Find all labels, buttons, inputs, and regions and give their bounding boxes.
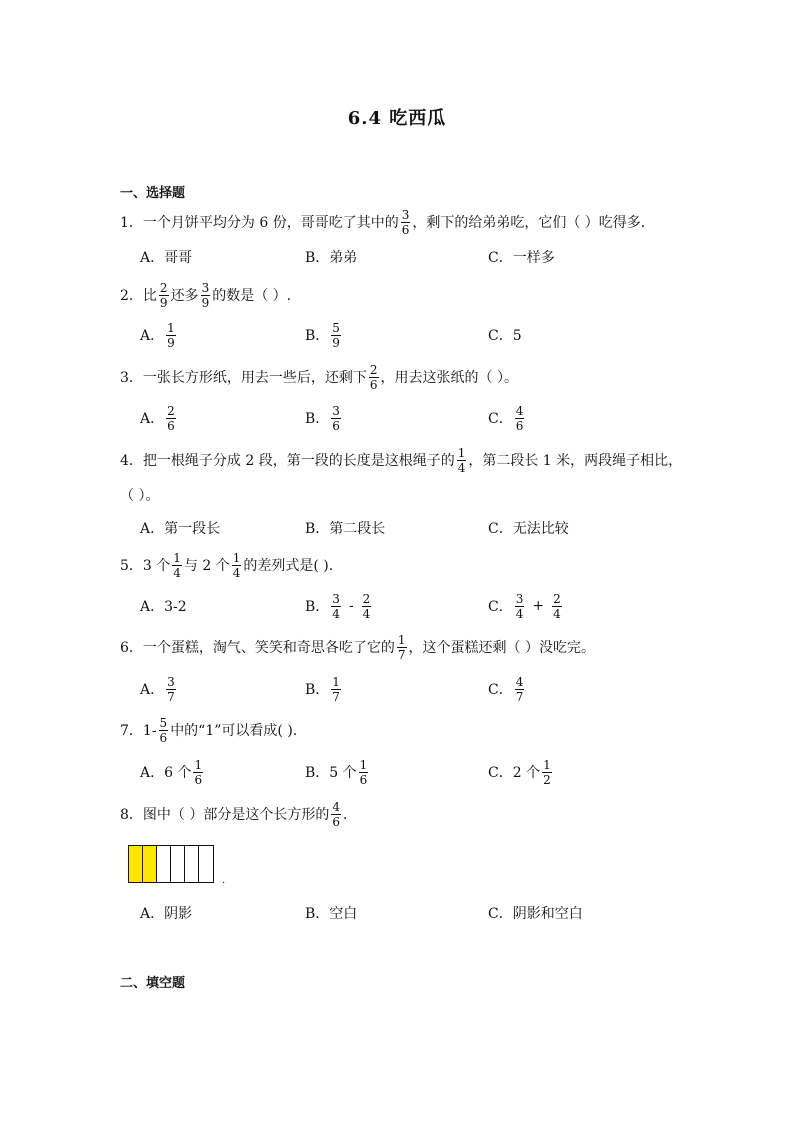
numerator: 2 — [167, 403, 175, 418]
fraction — [397, 633, 407, 662]
numerator: 4 — [332, 799, 340, 814]
option-a[interactable]: A．第一段长 — [140, 521, 221, 537]
question-3 — [120, 357, 518, 397]
fraction — [331, 321, 341, 350]
operator: + — [532, 598, 545, 614]
option-b[interactable]: B．空白 — [305, 906, 358, 922]
denominator: 6 — [194, 772, 203, 787]
denominator: 6 — [167, 418, 175, 433]
denominator: 6 — [159, 730, 168, 745]
fraction — [201, 281, 211, 310]
fraction — [515, 404, 525, 433]
question-text: 1．一个月饼平均分为 6 份，哥哥吃了其中的 — [120, 215, 399, 231]
blank-cell — [199, 846, 213, 882]
options-8 — [0, 893, 794, 933]
option-a[interactable]: A．阴影 — [140, 906, 193, 922]
options-5 — [0, 586, 794, 626]
option-c[interactable]: C．阴影和空白 — [488, 906, 583, 922]
numerator: 3 — [201, 280, 210, 295]
denominator: 9 — [332, 335, 340, 350]
rectangle-figure — [128, 845, 214, 883]
question-text: 3．一张长方形纸，用去一些后，还剩下 — [120, 370, 367, 386]
section-heading-choice: 一、选择题 — [120, 186, 186, 201]
denominator: 6 — [332, 814, 340, 829]
question-text: ，这个蛋糕还剩（ ）没吃完。 — [408, 640, 595, 656]
numerator: 1 — [167, 320, 175, 335]
denominator: 9 — [201, 295, 210, 310]
denominator: 4 — [332, 606, 340, 621]
numerator: 3 — [332, 591, 340, 606]
option-label: B． — [305, 682, 330, 698]
operator: - — [348, 598, 354, 614]
fraction — [515, 675, 525, 704]
option-c[interactable]: C．5 — [488, 328, 522, 344]
option-label: A．6 个 — [140, 765, 192, 781]
option-label: B． — [305, 411, 330, 427]
option-c[interactable]: C．一样多 — [488, 250, 555, 266]
question-text: ，用去这张纸的（ ）。 — [380, 370, 518, 386]
options-4 — [0, 508, 794, 548]
question-text: 中的“1”可以看成( ). — [170, 723, 298, 739]
blank-cell — [157, 846, 171, 882]
fraction — [331, 404, 341, 433]
fraction — [166, 404, 176, 433]
question-text: 8．图中（ ）部分是这个长方形的 — [120, 807, 330, 823]
fraction — [166, 675, 176, 704]
option-c[interactable] — [488, 398, 526, 438]
numerator: 1 — [457, 445, 466, 460]
option-b[interactable] — [305, 669, 343, 709]
options-3 — [0, 398, 794, 438]
denominator: 7 — [332, 689, 340, 704]
numerator: 5 — [159, 715, 168, 730]
fraction — [193, 758, 203, 787]
numerator: 1 — [332, 674, 340, 689]
fraction — [331, 592, 341, 621]
question-text: ，第二段长 1 米，两段绳子相比， — [468, 453, 683, 469]
question-text: ． — [343, 807, 357, 823]
page-title: 6.4 吃西瓜 — [347, 108, 447, 129]
fraction — [362, 592, 372, 621]
option-label: C． — [488, 411, 513, 427]
options-1 — [0, 237, 794, 277]
option-a[interactable] — [140, 752, 205, 792]
option-label: B． — [305, 328, 330, 344]
denominator: 9 — [159, 295, 168, 310]
denominator: 6 — [515, 418, 524, 433]
numerator: 5 — [332, 320, 340, 335]
question-text: 5．3 个 — [120, 558, 171, 574]
denominator: 4 — [515, 606, 524, 621]
denominator: 4 — [232, 565, 241, 580]
fraction — [166, 321, 176, 350]
denominator: 2 — [543, 772, 551, 787]
denominator: 4 — [173, 565, 181, 580]
fraction — [552, 592, 562, 621]
question-text: 2．比 — [120, 288, 157, 304]
denominator: 6 — [359, 772, 368, 787]
numerator: 3 — [332, 403, 340, 418]
option-a[interactable]: A．3-2 — [140, 599, 187, 615]
numerator: 4 — [515, 403, 524, 418]
numerator: 3 — [515, 591, 524, 606]
option-b[interactable]: B．第二段长 — [305, 521, 386, 537]
numerator: 2 — [362, 591, 371, 606]
question-text: 4．把一根绳子分成 2 段，第一段的长度是这根绳子的 — [120, 453, 455, 469]
fraction — [331, 800, 341, 829]
question-text: 6．一个蛋糕，淘气、笑笑和奇思各吃了它的 — [120, 640, 395, 656]
denominator: 6 — [369, 377, 378, 392]
question-text: ，剩下的给弟弟吃，它们（ ）吃得多． — [412, 215, 655, 231]
question-text: 的差列式是( ). — [243, 558, 334, 574]
numerator: 1 — [359, 757, 368, 772]
fraction — [172, 551, 182, 580]
fraction — [159, 281, 169, 310]
option-b[interactable]: B．弟弟 — [305, 250, 358, 266]
option-a[interactable] — [140, 398, 178, 438]
numerator: 2 — [159, 280, 168, 295]
option-a[interactable]: A．哥哥 — [140, 250, 193, 266]
denominator: 7 — [515, 689, 524, 704]
denominator: 6 — [332, 418, 340, 433]
question-7 — [120, 710, 297, 750]
blank-cell — [185, 846, 199, 882]
denominator: 7 — [397, 647, 406, 662]
shaded-cell — [143, 846, 157, 882]
option-label: C． — [488, 599, 513, 615]
numerator: 1 — [173, 550, 181, 565]
question-text: 与 2 个 — [183, 558, 230, 574]
numerator: 3 — [167, 674, 175, 689]
numerator: 1 — [232, 550, 241, 565]
shaded-cell — [129, 846, 143, 882]
fraction — [457, 446, 467, 475]
denominator: 4 — [457, 460, 466, 475]
numerator: 2 — [553, 591, 561, 606]
question-8 — [120, 794, 357, 834]
denominator: 6 — [401, 222, 410, 237]
question-text: 还多 — [170, 288, 199, 304]
option-label: A． — [140, 682, 165, 698]
fraction — [159, 716, 169, 745]
option-b[interactable] — [305, 586, 373, 626]
question-4 — [120, 440, 682, 480]
option-c[interactable] — [488, 752, 554, 792]
fraction — [542, 758, 552, 787]
numerator: 1 — [397, 632, 406, 647]
question-text: 7．1- — [120, 723, 157, 739]
question-1 — [120, 202, 655, 242]
denominator: 4 — [553, 606, 561, 621]
option-b[interactable] — [305, 398, 343, 438]
option-label: A． — [140, 328, 165, 344]
option-c[interactable]: C．无法比较 — [488, 521, 569, 537]
denominator: 9 — [167, 335, 175, 350]
denominator: 7 — [167, 689, 175, 704]
question-4-continuation: （ ）。 — [120, 488, 160, 504]
denominator: 4 — [362, 606, 371, 621]
numerator: 1 — [194, 757, 203, 772]
options-7 — [0, 752, 794, 792]
option-b[interactable] — [305, 315, 343, 355]
option-label: C．2 个 — [488, 765, 541, 781]
fraction — [232, 551, 242, 580]
option-b[interactable] — [305, 752, 370, 792]
fraction — [369, 363, 379, 392]
options-2 — [0, 315, 794, 355]
section-heading-fill: 二、填空题 — [120, 976, 186, 991]
blank-cell — [171, 846, 185, 882]
option-c[interactable] — [488, 586, 564, 626]
numerator: 1 — [543, 757, 551, 772]
question-text: 的数是（ ）. — [212, 288, 292, 304]
option-label: A． — [140, 411, 165, 427]
options-6 — [0, 669, 794, 709]
fraction — [359, 758, 369, 787]
fraction — [515, 592, 525, 621]
option-a[interactable] — [140, 315, 178, 355]
question-2 — [120, 275, 291, 315]
numerator: 4 — [515, 674, 524, 689]
option-c[interactable] — [488, 669, 526, 709]
fraction — [331, 675, 341, 704]
figure-period: . — [222, 875, 226, 886]
option-label: B．5 个 — [305, 765, 357, 781]
numerator: 2 — [369, 362, 378, 377]
option-label: B． — [305, 599, 330, 615]
numerator: 3 — [401, 207, 410, 222]
fraction — [401, 208, 411, 237]
question-5 — [120, 545, 333, 585]
option-label: C． — [488, 682, 513, 698]
question-6 — [120, 627, 595, 667]
option-a[interactable] — [140, 669, 178, 709]
